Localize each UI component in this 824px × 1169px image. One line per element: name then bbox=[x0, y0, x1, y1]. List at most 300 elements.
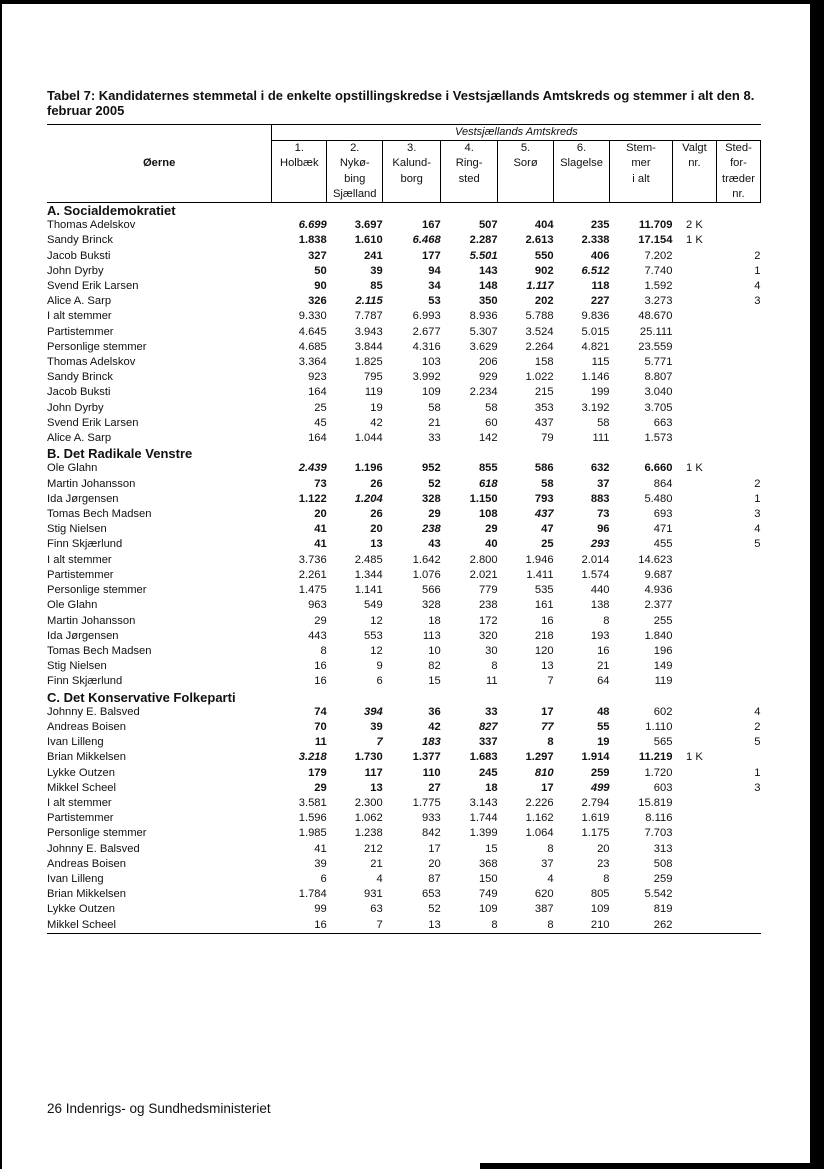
candidate-name: Johnny E. Balsved bbox=[47, 842, 140, 855]
empty-cell bbox=[716, 431, 760, 446]
candidate-votes: 13 bbox=[370, 538, 383, 551]
candidate-name: Brian Mikkelsen bbox=[47, 751, 126, 764]
candidate-votes: 18 bbox=[485, 781, 498, 794]
row-value: 1.775 bbox=[412, 796, 441, 809]
row-value: 1.596 bbox=[298, 812, 327, 825]
substitute-number: 2 bbox=[754, 477, 761, 490]
personal-votes: 218 bbox=[534, 629, 554, 642]
personal-votes-row bbox=[47, 340, 761, 355]
candidate-row bbox=[47, 477, 761, 492]
row-total: 4.936 bbox=[644, 584, 673, 597]
substitute-number: 1 bbox=[754, 264, 761, 277]
personal-votes: 109 bbox=[590, 903, 610, 916]
row-value: 3.629 bbox=[469, 340, 498, 353]
row-value: 1.344 bbox=[354, 568, 383, 581]
candidate-name: Lykke Outzen bbox=[47, 766, 115, 779]
substitute-number bbox=[716, 218, 760, 233]
personal-votes: 21 bbox=[597, 660, 610, 673]
substitute-number bbox=[716, 233, 760, 248]
empty-cell bbox=[716, 325, 760, 340]
personal-total: 119 bbox=[654, 675, 673, 688]
candidate-votes: 245 bbox=[478, 766, 498, 779]
personal-votes: 8 bbox=[491, 660, 498, 673]
personal-votes: 30 bbox=[485, 644, 498, 657]
candidate-votes: 618 bbox=[478, 477, 498, 490]
empty-cell bbox=[672, 553, 716, 568]
elected-number bbox=[672, 735, 716, 750]
candidate-name: Lykke Outzen bbox=[47, 903, 115, 916]
substitute-number bbox=[716, 461, 760, 476]
row-value: 2.794 bbox=[581, 796, 610, 809]
row-total: 9.687 bbox=[644, 568, 673, 581]
personal-total: 262 bbox=[610, 918, 673, 934]
row-label: Personlige stemmer bbox=[47, 827, 147, 840]
personal-votes: 193 bbox=[590, 629, 610, 642]
candidate-total: 3.273 bbox=[644, 295, 673, 308]
candidate-votes: 110 bbox=[422, 766, 441, 779]
column-header-6 bbox=[554, 141, 610, 203]
personal-votes: 8 bbox=[547, 842, 554, 855]
personal-votes: 23 bbox=[597, 857, 610, 870]
empty-cell bbox=[672, 872, 716, 887]
candidate-votes: 293 bbox=[590, 538, 610, 551]
empty-cell bbox=[672, 902, 716, 917]
candidate-votes: 241 bbox=[364, 249, 383, 262]
candidate-votes: 73 bbox=[314, 477, 327, 490]
candidate-row bbox=[47, 294, 761, 309]
candidate-name: John Dyrby bbox=[47, 401, 104, 414]
candidate-votes: 1.297 bbox=[525, 751, 554, 764]
candidate-votes: 326 bbox=[308, 295, 327, 308]
scan-edge-top bbox=[0, 0, 824, 4]
personal-votes: 9 bbox=[376, 660, 383, 673]
personal-votes: 1.146 bbox=[581, 371, 610, 384]
region-header: Vestsjællands Amtskreds bbox=[272, 125, 761, 141]
column-number: 5. bbox=[520, 142, 531, 155]
candidate-votes: 1.730 bbox=[354, 751, 383, 764]
candidate-name: Thomas Adelskov bbox=[47, 356, 136, 369]
candidate-votes: 13 bbox=[370, 781, 383, 794]
column-name: Nykø- bing Sjælland bbox=[332, 157, 377, 200]
candidate-votes: 26 bbox=[370, 477, 383, 490]
personal-votes: 210 bbox=[554, 918, 610, 934]
candidate-votes: 179 bbox=[308, 766, 327, 779]
candidate-votes: 55 bbox=[597, 720, 610, 733]
personal-votes: 37 bbox=[541, 857, 554, 870]
empty-cell bbox=[672, 325, 716, 340]
personal-votes: 320 bbox=[478, 629, 498, 642]
row-value: 2.261 bbox=[298, 568, 327, 581]
empty-cell bbox=[716, 401, 760, 416]
substitute-number: 3 bbox=[754, 781, 761, 794]
personal-votes: 206 bbox=[478, 356, 498, 369]
candidate-votes: 328 bbox=[422, 492, 441, 505]
personal-votes: 45 bbox=[314, 416, 327, 429]
empty-cell bbox=[672, 918, 716, 934]
personal-total: 149 bbox=[653, 660, 673, 673]
candidate-votes: 632 bbox=[590, 462, 610, 475]
candidate-votes: 550 bbox=[534, 249, 554, 262]
candidate-name: John Dyrby bbox=[47, 264, 104, 277]
candidate-votes: 404 bbox=[534, 219, 554, 232]
column-name: Slagelse bbox=[560, 157, 603, 170]
empty-cell bbox=[716, 629, 760, 644]
personal-votes: 215 bbox=[534, 386, 554, 399]
empty-cell bbox=[672, 674, 716, 689]
candidate-votes: 952 bbox=[422, 462, 441, 475]
candidate-name: Sandy Brinck bbox=[47, 234, 113, 247]
candidate-votes: 1.914 bbox=[581, 751, 610, 764]
row-value: 1.062 bbox=[354, 812, 383, 825]
column-header-1 bbox=[272, 141, 327, 203]
empty-cell bbox=[672, 857, 716, 872]
row-value: 3.524 bbox=[525, 325, 554, 338]
candidate-votes: 1.150 bbox=[469, 492, 498, 505]
column-header-total: Stem- mer i alt bbox=[610, 141, 673, 203]
candidate-votes: 499 bbox=[590, 781, 610, 794]
row-value: 3.943 bbox=[354, 325, 383, 338]
area-label: Øerne bbox=[47, 125, 272, 203]
party-name: C. Det Konservative Folkeparti bbox=[47, 689, 236, 705]
total-votes-row bbox=[47, 796, 761, 811]
personal-vote-row bbox=[47, 918, 761, 934]
candidate-name: Stig Nielsen bbox=[47, 523, 107, 536]
personal-vote-row bbox=[47, 431, 761, 446]
candidate-votes: 77 bbox=[541, 720, 554, 733]
candidate-name: Sandy Brinck bbox=[47, 371, 113, 384]
empty-cell bbox=[716, 614, 760, 629]
personal-votes: 16 bbox=[541, 614, 554, 627]
candidate-name: Andreas Boisen bbox=[47, 720, 126, 733]
empty-cell bbox=[672, 887, 716, 902]
empty-cell bbox=[672, 583, 716, 598]
column-name: Holbæk bbox=[279, 157, 319, 170]
column-number: 6. bbox=[576, 142, 587, 155]
personal-votes: 20 bbox=[428, 857, 441, 870]
empty-cell bbox=[672, 309, 716, 324]
personal-total: 1.840 bbox=[644, 629, 673, 642]
personal-votes: 437 bbox=[534, 416, 554, 429]
row-total: 48.670 bbox=[638, 310, 673, 323]
candidate-votes: 34 bbox=[428, 280, 441, 293]
personal-votes: 16 bbox=[597, 644, 610, 657]
personal-votes: 41 bbox=[314, 842, 327, 855]
personal-votes: 2.234 bbox=[469, 386, 498, 399]
candidate-total: 1.720 bbox=[644, 766, 673, 779]
candidate-name: Finn Skjærlund bbox=[47, 538, 123, 551]
row-value: 1.175 bbox=[581, 827, 610, 840]
personal-vote-row bbox=[47, 872, 761, 887]
empty-cell bbox=[716, 416, 760, 431]
personal-votes-row bbox=[47, 583, 761, 598]
personal-total: 255 bbox=[653, 614, 673, 627]
candidate-votes: 43 bbox=[428, 538, 441, 551]
personal-votes: 60 bbox=[485, 416, 498, 429]
personal-vote-row bbox=[47, 385, 761, 400]
row-value: 1.985 bbox=[298, 827, 327, 840]
candidate-total: 17.154 bbox=[638, 234, 673, 247]
row-total: 14.623 bbox=[638, 553, 673, 566]
candidate-row bbox=[47, 766, 761, 781]
candidate-votes: 27 bbox=[428, 781, 441, 794]
column-header-5 bbox=[498, 141, 554, 203]
column-number: 1. bbox=[294, 142, 304, 155]
row-total: 15.819 bbox=[638, 796, 673, 809]
personal-votes: 1.825 bbox=[354, 356, 383, 369]
candidate-name: Jacob Buksti bbox=[47, 386, 111, 399]
row-value: 8.936 bbox=[469, 310, 498, 323]
candidate-votes: 202 bbox=[534, 295, 554, 308]
personal-votes: 749 bbox=[478, 888, 498, 901]
results-table bbox=[47, 124, 761, 934]
row-value: 1.399 bbox=[469, 827, 498, 840]
personal-votes: 549 bbox=[364, 599, 383, 612]
empty-cell bbox=[672, 340, 716, 355]
elected-number bbox=[672, 537, 716, 552]
empty-cell bbox=[716, 355, 760, 370]
personal-votes: 238 bbox=[478, 599, 498, 612]
personal-votes: 99 bbox=[314, 903, 327, 916]
candidate-votes: 25 bbox=[541, 538, 554, 551]
personal-votes: 16 bbox=[314, 675, 327, 688]
empty-cell bbox=[672, 842, 716, 857]
candidate-row bbox=[47, 249, 761, 264]
empty-cell bbox=[672, 568, 716, 583]
row-value: 7.787 bbox=[354, 310, 383, 323]
empty-cell bbox=[672, 598, 716, 613]
row-value: 3.844 bbox=[354, 340, 383, 353]
personal-votes: 29 bbox=[314, 614, 327, 627]
candidate-votes: 33 bbox=[485, 705, 498, 718]
substitute-number: 4 bbox=[754, 280, 761, 293]
personal-votes: 16 bbox=[314, 660, 327, 673]
personal-total: 663 bbox=[653, 416, 673, 429]
row-value: 1.238 bbox=[354, 827, 383, 840]
row-value: 933 bbox=[422, 812, 441, 825]
personal-votes: 172 bbox=[478, 614, 498, 627]
candidate-votes: 3.218 bbox=[298, 751, 327, 764]
row-value: 2.677 bbox=[412, 325, 441, 338]
personal-votes: 109 bbox=[478, 903, 498, 916]
candidate-votes: 810 bbox=[534, 766, 554, 779]
personal-votes: 12 bbox=[370, 614, 383, 627]
candidate-name: Ida Jørgensen bbox=[47, 629, 119, 642]
substitute-number: 1 bbox=[754, 766, 761, 779]
row-value: 4.821 bbox=[581, 340, 610, 353]
candidate-row bbox=[47, 750, 761, 765]
candidate-votes: 793 bbox=[534, 492, 554, 505]
row-value: 1.076 bbox=[412, 568, 441, 581]
candidate-votes: 85 bbox=[370, 280, 383, 293]
candidate-votes: 148 bbox=[478, 280, 498, 293]
scan-edge-left bbox=[0, 0, 2, 1169]
row-label: Partistemmer bbox=[47, 812, 114, 825]
personal-total: 259 bbox=[653, 872, 673, 885]
row-value: 9.330 bbox=[298, 310, 327, 323]
personal-votes: 8 bbox=[320, 644, 327, 657]
row-value: 566 bbox=[422, 584, 441, 597]
candidate-votes: 39 bbox=[370, 720, 383, 733]
personal-votes: 11 bbox=[485, 675, 498, 688]
empty-cell bbox=[672, 416, 716, 431]
candidate-total: 5.480 bbox=[644, 492, 673, 505]
candidate-votes: 40 bbox=[485, 538, 498, 551]
candidate-votes: 74 bbox=[314, 705, 327, 718]
row-value: 1.064 bbox=[525, 827, 554, 840]
personal-votes: 8 bbox=[603, 872, 610, 885]
row-value: 535 bbox=[534, 584, 554, 597]
empty-cell bbox=[672, 796, 716, 811]
elected-number bbox=[672, 705, 716, 720]
empty-cell bbox=[716, 340, 760, 355]
personal-votes: 7 bbox=[547, 675, 554, 688]
total-votes-row bbox=[47, 553, 761, 568]
candidate-votes: 58 bbox=[541, 477, 554, 490]
row-value: 1.162 bbox=[525, 812, 554, 825]
candidate-votes: 855 bbox=[478, 462, 498, 475]
empty-cell bbox=[672, 385, 716, 400]
personal-votes: 931 bbox=[364, 888, 383, 901]
candidate-votes: 70 bbox=[314, 720, 327, 733]
personal-votes: 1.044 bbox=[354, 432, 383, 445]
row-value: 3.581 bbox=[298, 796, 327, 809]
candidate-votes: 1.204 bbox=[354, 492, 383, 505]
empty-cell bbox=[716, 553, 760, 568]
empty-cell bbox=[716, 370, 760, 385]
candidate-votes: 47 bbox=[541, 523, 554, 536]
candidate-total: 7.202 bbox=[644, 249, 673, 262]
candidate-votes: 90 bbox=[314, 280, 327, 293]
candidate-name: Stig Nielsen bbox=[47, 660, 107, 673]
candidate-total: 864 bbox=[653, 477, 673, 490]
personal-vote-row bbox=[47, 842, 761, 857]
candidate-votes: 3.697 bbox=[354, 219, 383, 232]
personal-vote-row bbox=[47, 370, 761, 385]
personal-votes: 3.992 bbox=[412, 371, 441, 384]
personal-votes: 39 bbox=[314, 857, 327, 870]
candidate-votes: 1.196 bbox=[354, 462, 383, 475]
candidate-votes: 73 bbox=[597, 508, 610, 521]
row-total: 23.559 bbox=[638, 340, 673, 353]
candidate-votes: 29 bbox=[428, 508, 441, 521]
candidate-votes: 48 bbox=[597, 705, 610, 718]
row-value: 2.800 bbox=[469, 553, 498, 566]
candidate-votes: 1.377 bbox=[412, 751, 441, 764]
candidate-votes: 1.610 bbox=[354, 234, 383, 247]
empty-cell bbox=[672, 629, 716, 644]
party-votes-row bbox=[47, 811, 761, 826]
empty-cell bbox=[716, 659, 760, 674]
personal-votes: 7 bbox=[327, 918, 383, 934]
candidate-name: Andreas Boisen bbox=[47, 857, 126, 870]
row-value: 1.744 bbox=[469, 812, 498, 825]
empty-cell bbox=[716, 918, 760, 934]
personal-total: 3.040 bbox=[644, 386, 673, 399]
personal-votes: 58 bbox=[597, 416, 610, 429]
personal-votes: 58 bbox=[485, 401, 498, 414]
candidate-total: 471 bbox=[653, 523, 673, 536]
personal-votes: 20 bbox=[597, 842, 610, 855]
personal-votes: 17 bbox=[428, 842, 441, 855]
personal-votes: 1.022 bbox=[525, 371, 554, 384]
personal-votes: 115 bbox=[591, 356, 610, 369]
personal-votes: 653 bbox=[422, 888, 441, 901]
empty-cell bbox=[672, 826, 716, 841]
substitute-number: 2 bbox=[754, 249, 761, 262]
row-value: 1.574 bbox=[581, 568, 610, 581]
column-header-3 bbox=[383, 141, 441, 203]
personal-votes: 33 bbox=[428, 432, 441, 445]
candidate-votes: 8 bbox=[547, 736, 554, 749]
candidate-total: 565 bbox=[653, 736, 673, 749]
candidate-votes: 6.468 bbox=[412, 234, 441, 247]
candidate-votes: 41 bbox=[314, 523, 327, 536]
candidate-votes: 11 bbox=[314, 736, 327, 749]
candidate-votes: 507 bbox=[478, 219, 498, 232]
candidate-votes: 350 bbox=[478, 295, 498, 308]
candidate-votes: 238 bbox=[422, 523, 441, 536]
row-value: 4.685 bbox=[298, 340, 327, 353]
party-votes-row bbox=[47, 325, 761, 340]
personal-votes: 8 bbox=[498, 918, 554, 934]
personal-vote-row bbox=[47, 416, 761, 431]
row-value: 5.788 bbox=[525, 310, 554, 323]
row-value: 440 bbox=[590, 584, 610, 597]
personal-votes: 4 bbox=[547, 872, 554, 885]
personal-total: 8.807 bbox=[644, 371, 673, 384]
candidate-votes: 94 bbox=[428, 264, 441, 277]
candidate-name: Ole Glahn bbox=[47, 599, 98, 612]
personal-votes: 119 bbox=[364, 386, 383, 399]
row-value: 842 bbox=[422, 827, 441, 840]
scan-edge-right bbox=[810, 0, 824, 1169]
row-value: 779 bbox=[478, 584, 498, 597]
candidate-name: Brian Mikkelsen bbox=[47, 888, 126, 901]
elected-number bbox=[672, 781, 716, 796]
personal-votes: 387 bbox=[534, 903, 554, 916]
candidate-total: 1.110 bbox=[645, 720, 673, 733]
personal-votes: 113 bbox=[422, 629, 441, 642]
candidate-name: Ivan Lilleng bbox=[47, 872, 104, 885]
personal-vote-row bbox=[47, 659, 761, 674]
empty-cell bbox=[716, 598, 760, 613]
row-label: Partistemmer bbox=[47, 325, 114, 338]
column-name: Sorø bbox=[513, 157, 538, 170]
empty-cell bbox=[716, 872, 760, 887]
personal-total: 5.771 bbox=[644, 356, 673, 369]
personal-vote-row bbox=[47, 902, 761, 917]
personal-votes-row bbox=[47, 826, 761, 841]
elected-number bbox=[672, 477, 716, 492]
row-total: 7.703 bbox=[644, 827, 673, 840]
row-value: 2.021 bbox=[469, 568, 498, 581]
elected-number: 1 K bbox=[686, 234, 703, 247]
candidate-votes: 108 bbox=[478, 508, 498, 521]
candidate-votes: 406 bbox=[590, 249, 610, 262]
personal-votes: 142 bbox=[478, 432, 498, 445]
candidate-name: Ivan Lilleng bbox=[47, 736, 104, 749]
empty-cell bbox=[716, 309, 760, 324]
candidate-votes: 42 bbox=[428, 720, 441, 733]
substitute-number: 3 bbox=[754, 295, 761, 308]
personal-vote-row bbox=[47, 857, 761, 872]
empty-cell bbox=[672, 401, 716, 416]
personal-votes: 923 bbox=[308, 371, 327, 384]
personal-votes: 63 bbox=[370, 903, 383, 916]
candidate-votes: 2.287 bbox=[469, 234, 498, 247]
row-value: 1.141 bbox=[354, 584, 383, 597]
row-value: 3.143 bbox=[469, 796, 498, 809]
